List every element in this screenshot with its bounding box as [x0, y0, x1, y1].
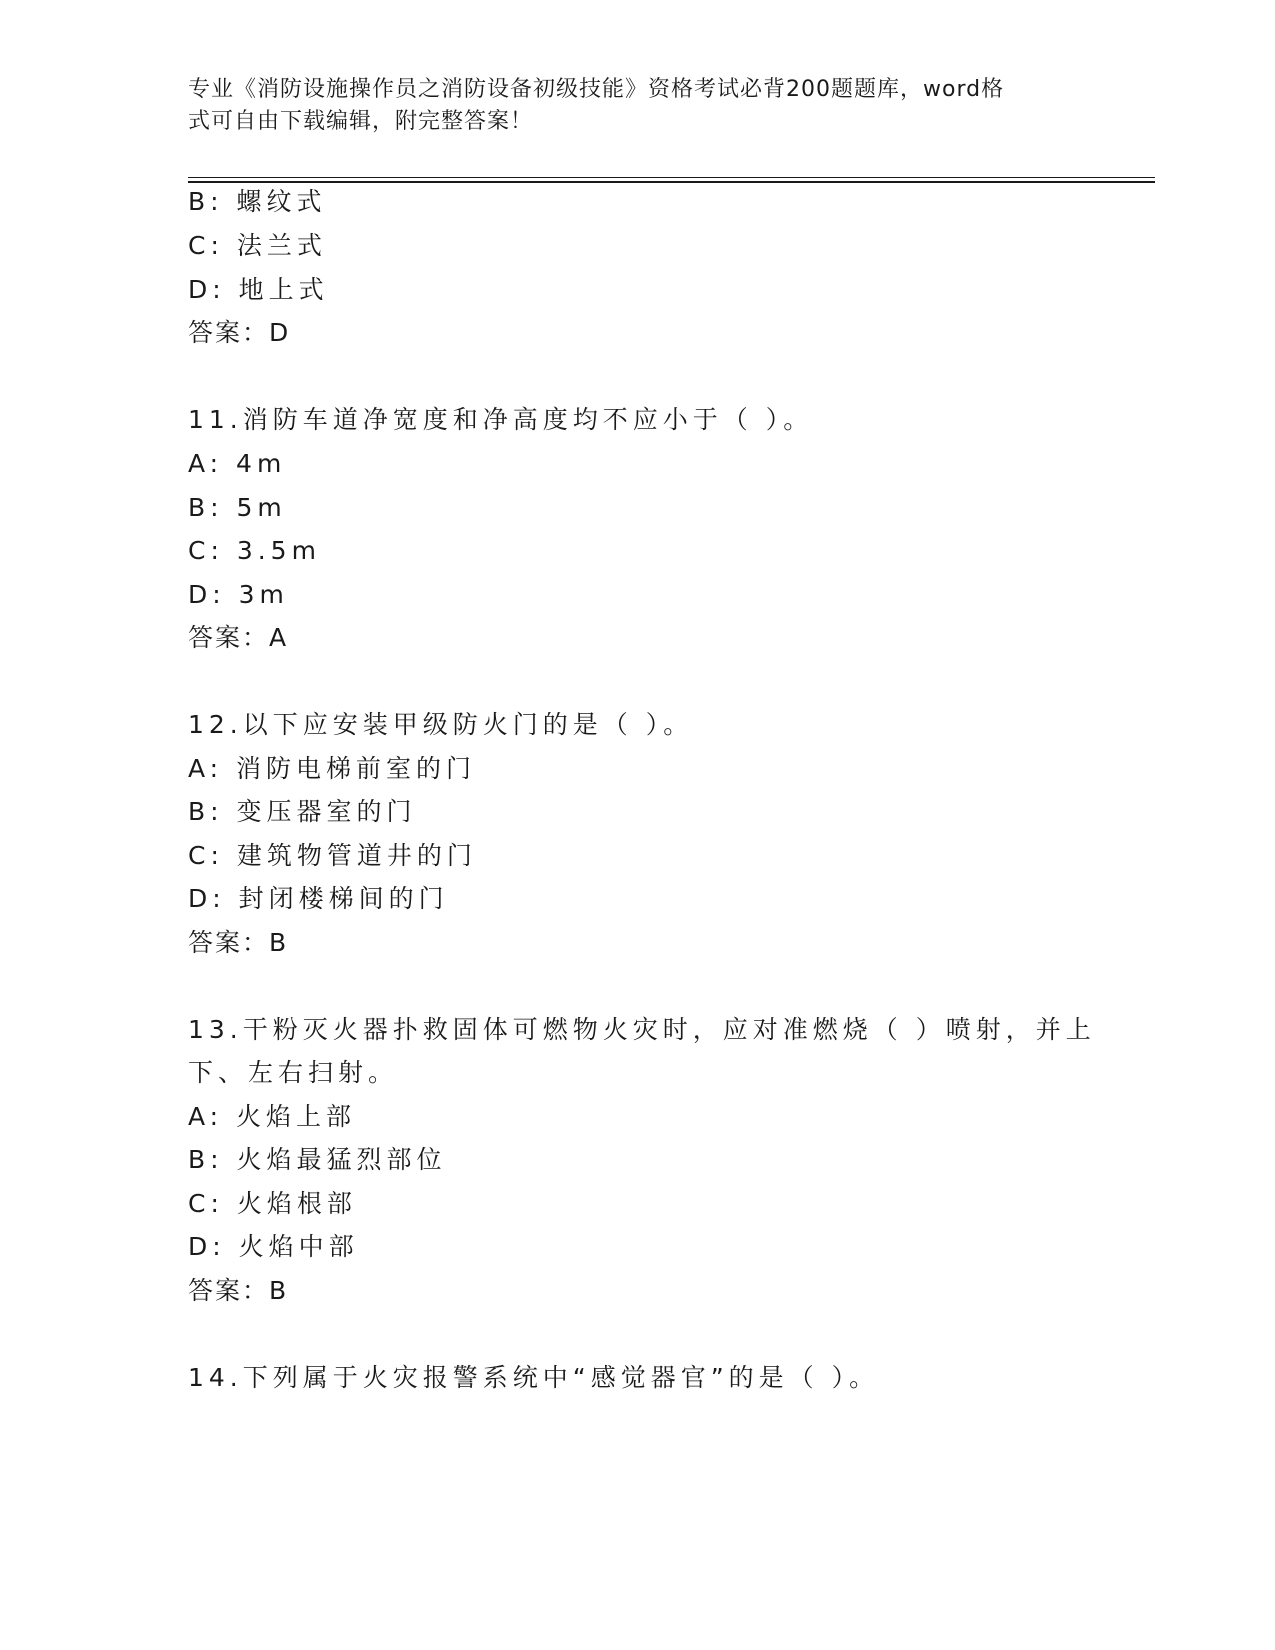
q13-option-d: D: 火焰中部 [188, 1232, 359, 1261]
header-line-1: 专业《消防设施操作员之消防设备初级技能》资格考试必背200题题库，word格 [188, 77, 1005, 102]
q12-question: 12.以下应安装甲级防火门的是（ ）。 [188, 710, 694, 739]
q10-option-d: D: 地上式 [188, 275, 329, 304]
q12-option-d: D: 封闭楼梯间的门 [188, 884, 449, 913]
q10-option-c: C: 法兰式 [188, 231, 327, 260]
q12-option-b: B: 变压器室的门 [188, 797, 417, 826]
q11-option-b: B: 5m [188, 493, 287, 522]
q12-answer: 答案：B [188, 928, 289, 957]
document-header [188, 74, 1068, 138]
q11-option-c: C: 3.5m [188, 536, 321, 565]
q14-question: 14.下列属于火灾报警系统中“感觉器官”的是（ ）。 [188, 1363, 880, 1392]
q12-option-c: C: 建筑物管道井的门 [188, 841, 477, 870]
q11-option-a: A: 4m [188, 449, 287, 478]
q13-question-line-2: 下、左右扫射。 [188, 1058, 399, 1087]
q13-option-a: A: 火焰上部 [188, 1102, 357, 1131]
q11-option-d: D: 3m [188, 580, 289, 609]
q10-option-b: B: 螺纹式 [188, 187, 327, 216]
q13-question-line-1: 13.干粉灭火器扑救固体可燃物火灾时，应对准燃烧（ ）喷射，并上 [188, 1015, 1096, 1044]
header-line-2: 式可自由下载编辑，附完整答案！ [188, 109, 534, 134]
q12-option-a: A: 消防电梯前室的门 [188, 754, 477, 783]
q13-option-c: C: 火焰根部 [188, 1189, 357, 1218]
q13-answer: 答案：B [188, 1276, 289, 1305]
q10-answer: 答案：D [188, 318, 291, 347]
q11-question: 11.消防车道净宽度和净高度均不应小于（ ）。 [188, 405, 814, 434]
header-divider-thin [188, 177, 1155, 178]
q11-answer: 答案：A [188, 623, 289, 652]
q13-option-b: B: 火焰最猛烈部位 [188, 1145, 447, 1174]
header-divider-thick [188, 181, 1155, 183]
